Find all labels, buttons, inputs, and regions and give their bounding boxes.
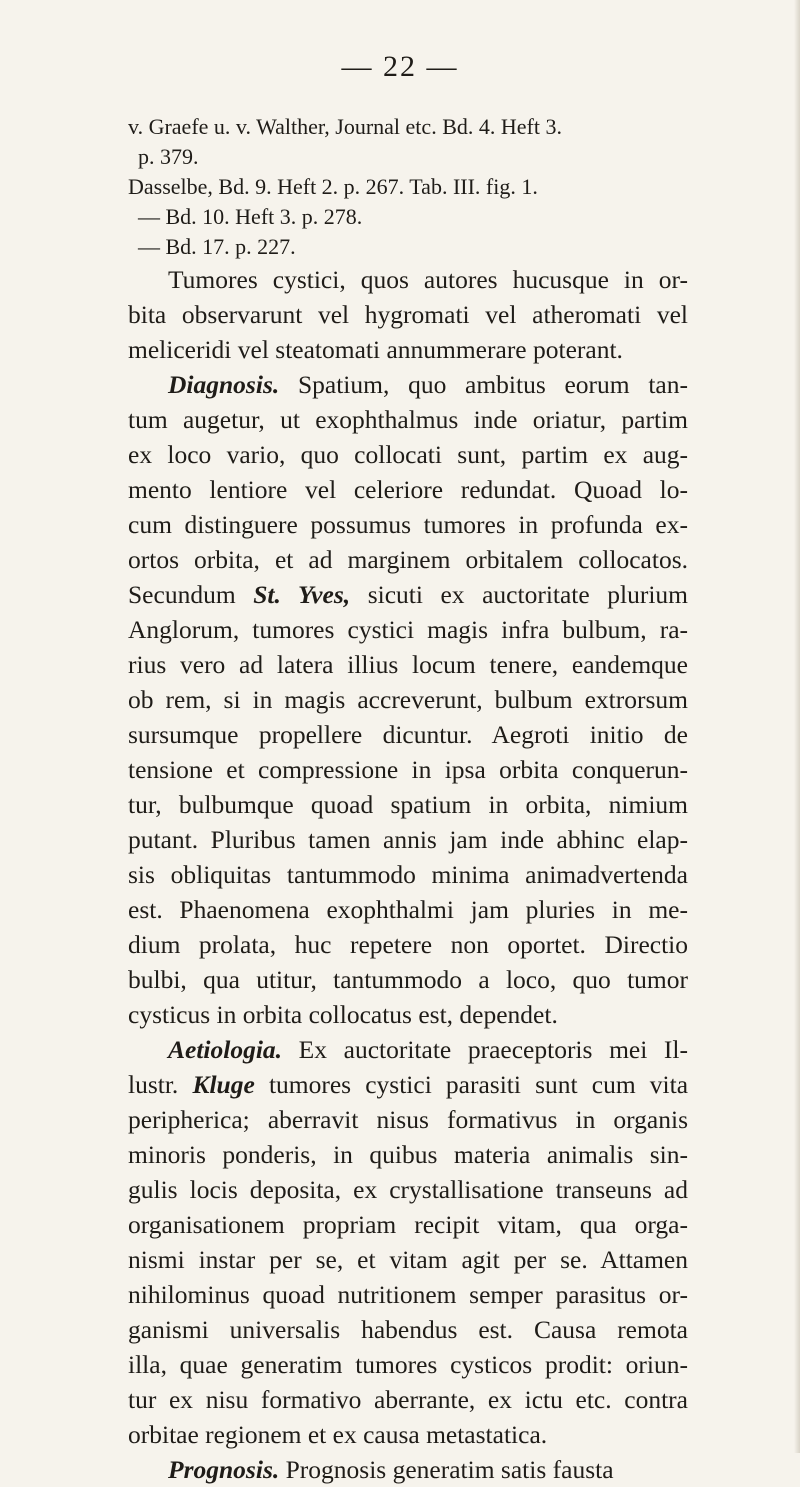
aetiologia-line <box>128 1067 688 1102</box>
diagnosis-line: mento lentiore vel celeriore redundat. Quoad lo- <box>128 475 688 504</box>
diagnosis-line: cum distinguere possumus tumores in profunda ex- <box>128 510 688 539</box>
aetiologia-heading: Aetiologia. <box>168 1035 283 1064</box>
scan-edge <box>794 0 800 1453</box>
aetiologia-line: organisationem propriam recipit vitam, qua orga- <box>128 1210 688 1239</box>
aetiologia-line: peripherica; aberravit nisus formativus in organis <box>128 1105 688 1134</box>
diagnosis-line: Anglorum, tumores cystici magis infra bulbum, ra- <box>128 615 688 644</box>
reference-1-line-1: v. Graefe u. v. Walther, Journal etc. Bd. 4. Heft 3. <box>128 114 562 139</box>
aetiologia-line: nismi instar per se, et vitam agit per se. Attamen <box>128 1245 688 1274</box>
diagnosis-line <box>128 577 688 612</box>
diagnosis-text: Secundum <box>128 580 236 609</box>
aetiologia-line: minoris ponderis, in quibus materia animalis sin- <box>128 1140 688 1169</box>
author-name: Kluge <box>192 1070 255 1099</box>
diagnosis-line: cysticus in orbita collocatus est, dependet. <box>128 1000 558 1029</box>
aetiologia-line: ganismi universalis habendus est. Causa remota <box>128 1315 688 1344</box>
aetiologia-line: nihilominus quoad nutritionem semper parasitus or- <box>128 1280 688 1309</box>
intro-line: bita observarunt vel hygromati vel atheromati vel <box>128 300 688 329</box>
prognosis-text: Prognosis generatim satis fausta <box>285 1455 614 1484</box>
body-text <box>128 262 688 1487</box>
reference-4: — Bd. 17. p. 227. <box>138 234 296 259</box>
diagnosis-line: sursumque propellere dicuntur. Aegroti initio de <box>128 720 688 749</box>
reference-3: — Bd. 10. Heft 3. p. 278. <box>138 204 363 229</box>
diagnosis-first-line <box>128 367 688 402</box>
diagnosis-line: ortos orbita, et ad marginem orbitalem collocatos. <box>128 545 688 574</box>
prognosis-heading: Prognosis. <box>168 1455 280 1484</box>
aetiologia-line: gulis locis deposita, ex crystallisatione transeuns ad <box>128 1175 688 1204</box>
diagnosis-line: tum augetur, ut exophthalmus inde oriatur, partim <box>128 405 688 434</box>
intro-line: Tumores cystici, quos autores hucusque in or- <box>168 265 688 294</box>
diagnosis-line: tur, bulbumque quoad spatium in orbita, nimium <box>128 790 688 819</box>
diagnosis-line: putant. Pluribus tamen annis jam inde abhinc elap- <box>128 825 688 854</box>
reference-2: Dasselbe, Bd. 9. Heft 2. p. 267. Tab. III. fig. 1. <box>128 174 538 199</box>
reference-1-line-2: p. 379. <box>138 144 199 169</box>
aetiologia-line: orbitae regionem et ex causa metastatica. <box>128 1420 548 1449</box>
diagnosis-line: sis obliquitas tantummodo minima animadvertenda <box>128 860 688 889</box>
prognosis-first-line <box>128 1452 688 1487</box>
intro-line: meliceridi vel steatomati annummerare poterant. <box>128 335 623 364</box>
diagnosis-line: dium prolata, huc repetere non oportet. Directio <box>128 930 688 959</box>
diagnosis-line: est. Phaenomena exophthalmi jam pluries in me- <box>128 895 688 924</box>
diagnosis-line: rius vero ad latera illius locum tenere, eandemque <box>128 650 688 679</box>
aetiologia-line: illa, quae generatim tumores cysticos prodit: oriun- <box>128 1350 688 1379</box>
aetiologia-text: tumores cystici parasiti sunt cum vita <box>268 1070 689 1099</box>
diagnosis-line: ex loco vario, quo collocati sunt, partim ex aug- <box>128 440 688 469</box>
diagnosis-text: Spatium, quo ambitus eorum tan- <box>297 370 688 399</box>
references <box>128 112 688 262</box>
aetiologia-line: tur ex nisu formativo aberrante, ex ictu etc. contra <box>128 1385 688 1414</box>
diagnosis-text: sicuti ex auctoritate plurium <box>367 580 689 609</box>
aetiologia-first-line <box>128 1032 688 1067</box>
aetiologia-text: lustr. <box>128 1070 179 1099</box>
author-name: St. Yves, <box>253 580 351 609</box>
diagnosis-line: ob rem, si in magis accreverunt, bulbum extrorsum <box>128 685 688 714</box>
diagnosis-line: tensione et compressione in ipsa orbita conquerun- <box>128 755 688 784</box>
aetiologia-text: Ex auctoritate praeceptoris mei Il- <box>298 1035 688 1064</box>
diagnosis-line: bulbi, qua utitur, tantummodo a loco, quo tumor <box>128 965 688 994</box>
diagnosis-heading: Diagnosis. <box>168 370 280 399</box>
page-number: — 22 — <box>341 50 459 83</box>
